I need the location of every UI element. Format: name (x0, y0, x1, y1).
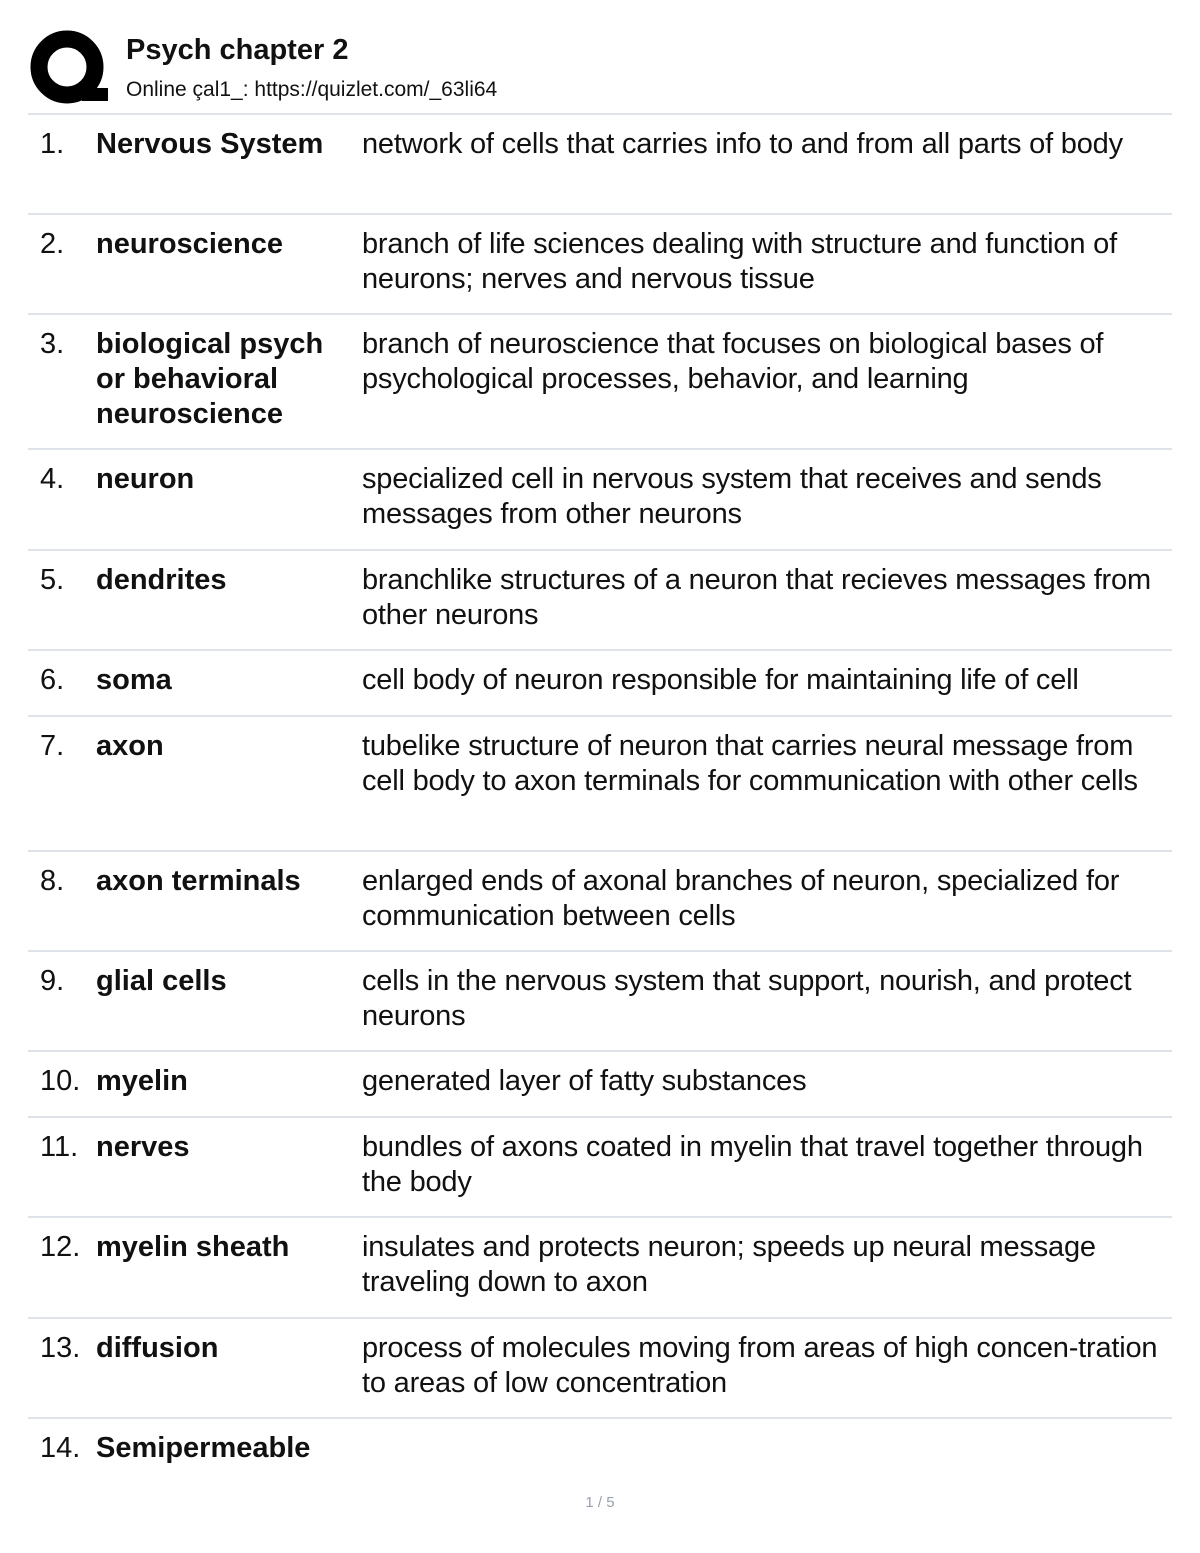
item-definition: cells in the nervous system that support, nourish, and protect neurons (362, 965, 1132, 1032)
item-term: neuroscience (96, 228, 283, 260)
item-number: 3. (40, 328, 65, 360)
item-definition: insulates and protects neuron; speeds up neural message traveling down to axon (362, 1231, 1096, 1298)
item-term: Semipermeable (96, 1432, 311, 1464)
item-definition: tubelike structure of neuron that carries neural message from cell body to axon terminals for communication with other cells (362, 730, 1138, 797)
list-item (28, 315, 1172, 450)
item-definition: branch of life sciences dealing with structure and function of neurons; nerves and nervous tissue (362, 228, 1117, 295)
item-term: nerves (96, 1131, 190, 1163)
item-term: myelin (96, 1065, 188, 1097)
list-item (28, 1118, 1172, 1218)
item-number: 9. (40, 965, 65, 997)
item-term: neuron (96, 463, 195, 495)
item-number: 5. (40, 564, 65, 596)
item-number: 10. (40, 1065, 81, 1097)
item-number: 2. (40, 228, 65, 260)
list-item (28, 1218, 1172, 1319)
quizlet-logo-icon (30, 30, 108, 108)
item-number: 6. (40, 664, 65, 696)
item-definition: cell body of neuron responsible for maintaining life of cell (362, 664, 1079, 696)
list-item (28, 551, 1172, 651)
item-definition: bundles of axons coated in myelin that travel together through the body (362, 1131, 1143, 1198)
document-header (28, 22, 1172, 112)
list-item (28, 852, 1172, 952)
item-number: 7. (40, 730, 65, 762)
item-term: axon (96, 730, 164, 762)
list-item (28, 952, 1172, 1052)
page-title: Psych chapter 2 (126, 34, 349, 66)
item-definition: process of molecules moving from areas of high concen-tration to areas of low concentration (362, 1332, 1158, 1399)
list-item (28, 1419, 1172, 1489)
item-term: Nervous System (96, 128, 324, 160)
item-number: 11. (40, 1131, 79, 1163)
list-item (28, 115, 1172, 215)
list-item (28, 450, 1172, 551)
list-item (28, 1319, 1172, 1419)
item-number: 1. (40, 128, 65, 160)
list-item (28, 717, 1172, 852)
list-item (28, 1052, 1172, 1118)
page-subtitle-link[interactable]: Online çal1_: https://quizlet.com/_63li64 (126, 78, 498, 101)
page-number: 1 / 5 (585, 1494, 615, 1511)
item-number: 12. (40, 1231, 81, 1263)
item-definition: specialized cell in nervous system that receives and sends messages from other neurons (362, 463, 1102, 530)
item-term: axon terminals (96, 865, 301, 897)
item-term: soma (96, 664, 172, 696)
list-item (28, 215, 1172, 315)
item-definition: branchlike structures of a neuron that recieves messages from other neurons (362, 564, 1151, 631)
item-term: biological psych or behavioral neuroscience (96, 328, 324, 430)
term-list (28, 115, 1172, 1489)
item-term: diffusion (96, 1332, 219, 1364)
list-item (28, 651, 1172, 717)
item-definition: branch of neuroscience that focuses on biological bases of psychological processes, behavior, and learning (362, 328, 1104, 395)
item-number: 13. (40, 1332, 81, 1364)
item-number: 14. (40, 1432, 81, 1464)
item-number: 4. (40, 463, 65, 495)
item-number: 8. (40, 865, 65, 897)
item-definition: network of cells that carries info to and from all parts of body (362, 128, 1123, 160)
item-definition: generated layer of fatty substances (362, 1065, 807, 1097)
item-term: myelin sheath (96, 1231, 290, 1263)
item-definition: enlarged ends of axonal branches of neuron, specialized for communication between cells (362, 865, 1120, 932)
item-term: dendrites (96, 564, 227, 596)
item-term: glial cells (96, 965, 227, 997)
